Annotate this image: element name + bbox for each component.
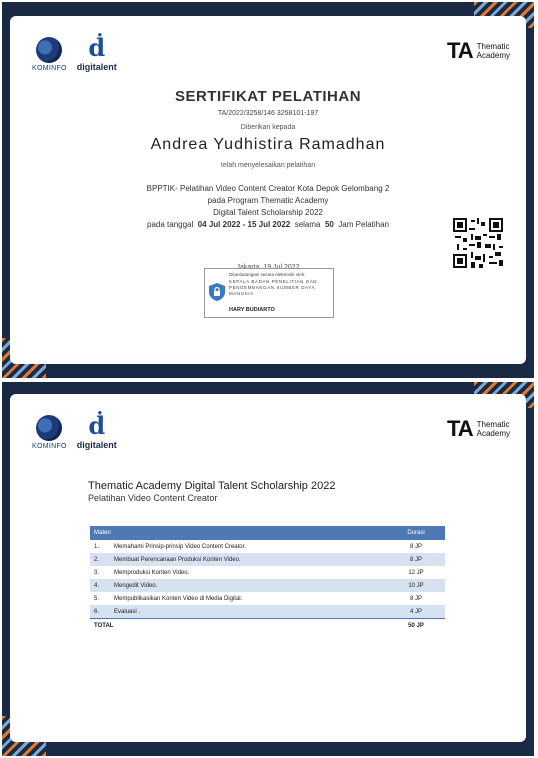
table-header-row	[90, 526, 445, 540]
kominfo-logo	[32, 37, 67, 72]
qr-code-icon	[453, 218, 503, 268]
kominfo-emblem-icon	[36, 415, 62, 441]
digitalent-label: digitalent	[76, 440, 117, 450]
table-row: 2. Membuat Perencanaan Produksi Konten Video. 8 JP	[90, 553, 445, 566]
digitalent-logo	[76, 33, 117, 72]
table-row: 6. Evaluasi . 4 JP	[90, 605, 445, 619]
table-row: 1. Memahami Prinsip-prinsip Video Content Creator. 8 JP	[94, 543, 422, 550]
syllabus-page	[2, 382, 534, 756]
certificate-card	[10, 16, 526, 364]
ta-wordmark: Thematic Academy	[476, 420, 510, 438]
ta-mark: TA	[446, 38, 473, 63]
materi-column-header: Materi	[90, 526, 387, 540]
table-row: 3. Memproduksi Konten Video. 12 JP	[94, 569, 424, 576]
thematic-academy-logo	[447, 38, 510, 64]
syllabus-card	[10, 394, 526, 742]
thematic-academy-logo	[447, 416, 510, 442]
partner-logos	[32, 408, 117, 450]
syllabus-subheading: Pelatihan Video Content Creator	[88, 493, 218, 503]
certificate-page	[2, 2, 534, 378]
ta-wordmark: Thematic Academy	[476, 42, 510, 60]
course-name: BPPTIK- Pelatihan Video Content Creator Kota Depok Gelombang 2	[146, 184, 390, 193]
recipient-name: Andrea Yudhistira Ramadhan	[150, 136, 386, 153]
certificate-title: SERTIFIKAT PELATIHAN	[174, 88, 362, 105]
table-row: 5. Mempublikasikan Konten Video di Media Digital. 8 JP	[94, 595, 422, 602]
table-total-row: TOTAL 50 JP	[90, 619, 445, 633]
durasi-column-header: Durasi	[387, 526, 445, 540]
materials-table	[90, 526, 445, 632]
partner-logos	[32, 30, 117, 72]
digitalent-emblem-icon: ḋ	[88, 33, 106, 62]
kominfo-label: KOMINFO	[32, 65, 67, 72]
electronic-signature-box	[204, 268, 334, 318]
scholarship-line: Digital Talent Scholarship 2022	[213, 208, 323, 217]
program-line: pada Program Thematic Academy	[207, 196, 329, 205]
table-row: 4. Mengedit Video. 10 JP	[90, 579, 445, 592]
lock-shield-icon	[209, 283, 225, 301]
certificate-number: TA/2022/3258/146 3258101-197	[217, 110, 319, 117]
signatory-name: HARY BUDIARTO	[229, 307, 275, 313]
digitalent-emblem-icon: ḋ	[88, 411, 106, 440]
syllabus-heading: Thematic Academy Digital Talent Scholarship 2022	[88, 480, 336, 492]
digitalent-logo	[76, 411, 117, 450]
ta-mark: TA	[446, 416, 473, 441]
signature-office: KEPALA BADAN PENELITIAN DAN PENGEMBANGAN SUMBER DAYA MANUSIA	[229, 279, 318, 296]
signature-note: Ditandatangani secara elektronik oleh:	[229, 272, 306, 277]
digitalent-label: digitalent	[76, 62, 117, 72]
kominfo-emblem-icon	[36, 37, 62, 63]
kominfo-logo	[32, 415, 67, 450]
given-to-label: Diberikan kepada	[240, 124, 296, 131]
date-line: pada tanggal 04 Jul 2022 - 15 Jul 2022 selama 50 Jam Pelatihan	[147, 220, 389, 229]
completed-label: telah menyelesaikan pelatihan	[220, 162, 316, 169]
kominfo-label: KOMINFO	[32, 443, 67, 450]
